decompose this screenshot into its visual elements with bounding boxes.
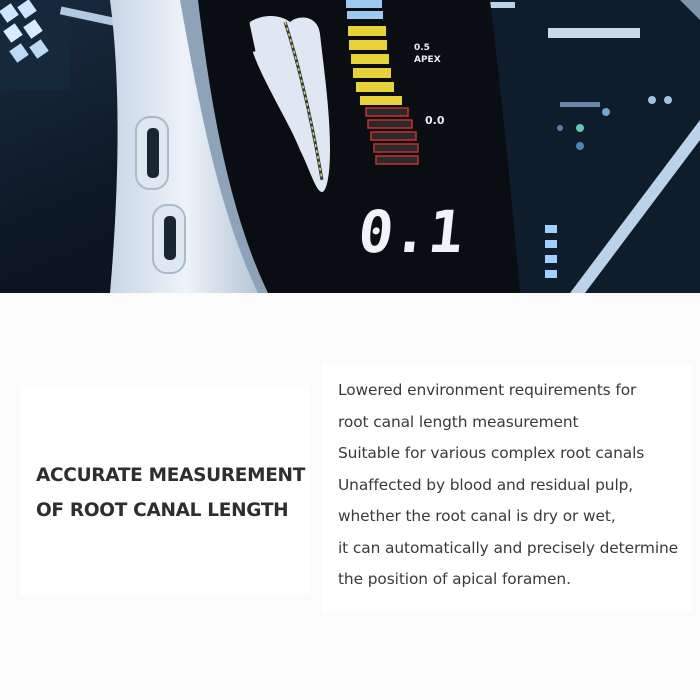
apex-label: APEX [414,55,441,65]
apex-locator-illustration [0,0,700,293]
feature-description [338,375,688,596]
description-line: the position of apical foramen. [338,570,571,588]
feature-description-panel [0,293,700,700]
length-reading: 0.1 [355,198,467,266]
description-line: root canal length measurement [338,412,579,431]
description-line: Suitable for various complex root canals [338,444,645,462]
scale-top-label: 0.5 [414,43,430,53]
scale-zero-label: 0.0 [425,114,445,127]
feature-heading-line-2: OF ROOT CANAL LENGTH [36,500,289,521]
description-line: it can automatically and precisely determine [338,538,679,557]
feature-heading-line-1: ACCURATE MEASUREMENT [36,465,306,486]
feature-heading [36,458,306,528]
description-line: Unaffected by blood and residual pulp, [338,475,634,494]
description-line: Lowered environment requirements for [338,381,637,399]
description-line: whether the root canal is dry or wet, [338,507,616,525]
device-screen-hero-image [0,0,700,293]
